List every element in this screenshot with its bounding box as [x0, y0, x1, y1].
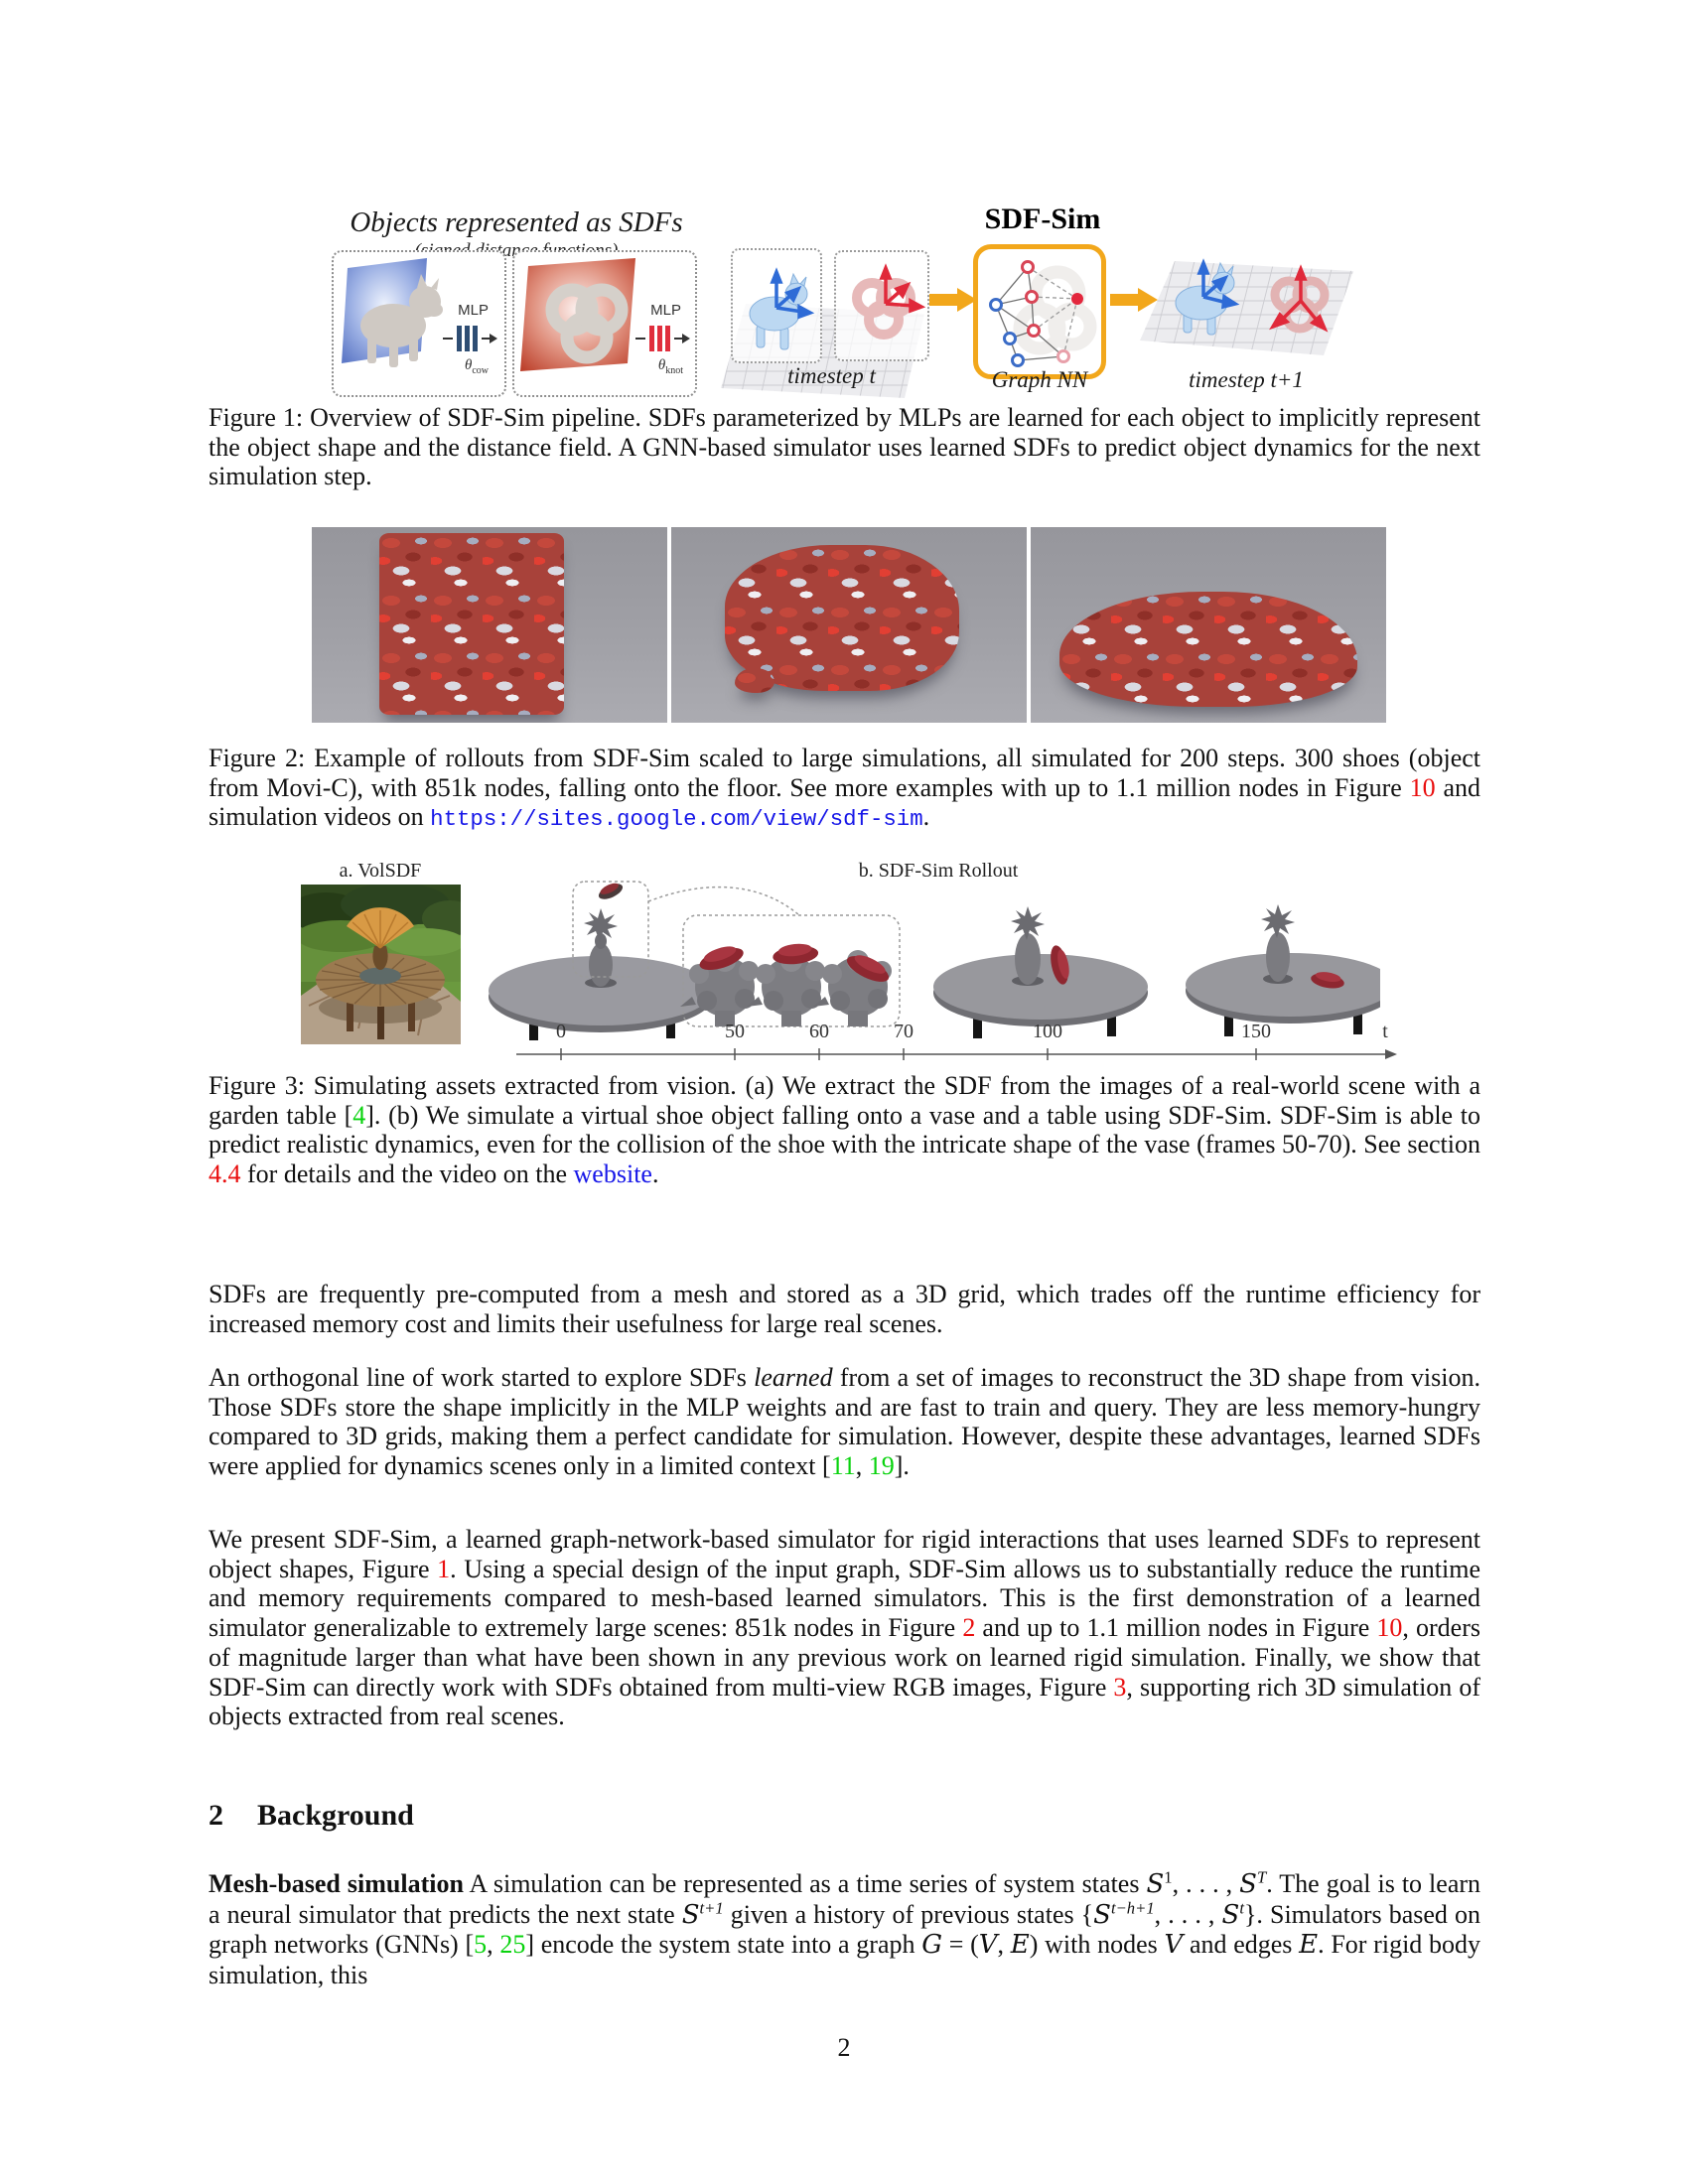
volsdf-photo: [301, 885, 461, 1044]
citation-link[interactable]: 19: [868, 1451, 895, 1481]
text-run: learned: [754, 1363, 833, 1392]
page-number: 2: [837, 2033, 851, 2062]
text-run: , supporting rich 3D simulation of objects extracted from real scenes.: [209, 1672, 1481, 1731]
citation-link[interactable]: 11: [830, 1451, 856, 1481]
figure1-caption: [209, 403, 1480, 491]
text-run: 1: [1164, 1867, 1173, 1887]
text-run: G: [921, 1930, 942, 1961]
knot-sdf-panel: [512, 250, 697, 397]
text-run: Figure 3: Simulating assets extracted from vision. (a) We extract the SDF from the images of a real-world scene with a garden table [: [209, 1071, 1480, 1130]
cow-with-axes: [733, 250, 820, 361]
text-run: }. Simulators based on graph networks (GNNs) [: [209, 1899, 1480, 1960]
text-run: SDFs are frequently pre-computed from a mesh and stored as a 3D grid, which trades off the runtime efficiency for increased memory cost and limits their usefulness for large real scenes.: [209, 1280, 1480, 1338]
section-title: Background: [257, 1799, 414, 1832]
text-run: , orders of magnitude larger than what have been shown in any previous work on learned rigid simulation. Finally, we show that SDF-Sim can directly work with SDFs obtained from multi-view RGB images, Figure: [209, 1613, 1480, 1702]
text-run: , . . . ,: [1154, 1899, 1222, 1929]
url-link[interactable]: https://sites.google.com/view/sdf-sim: [430, 806, 923, 833]
figure3b-label: b. SDF-Sim Rollout: [858, 860, 1019, 882]
timeline-tick: 50: [725, 1021, 745, 1042]
text-run: . The goal is to learn a neural simulator that predicts the next state: [209, 1869, 1481, 1929]
text-run: We present SDF-Sim, a learned graph-network-based simulator for rigid interactions that uses learned SDFs to represent object shapes, Figure: [209, 1525, 1480, 1583]
shoe-pile-column: [379, 533, 564, 715]
theta-knot-label: $\theta_{knot}$: [657, 357, 683, 376]
timestep-t1-scene: [1140, 241, 1353, 368]
text-run: Mesh-based simulation: [209, 1869, 464, 1898]
figure-ref-link[interactable]: 2: [962, 1613, 976, 1643]
rollout-frame-2: [671, 527, 1027, 723]
knot-object-box: [834, 250, 929, 361]
hyperlink[interactable]: website: [573, 1160, 652, 1189]
text-run: ,: [997, 1930, 1011, 1960]
timestep-t-label: timestep t: [787, 363, 876, 388]
figure-ref-link[interactable]: 10: [1409, 772, 1436, 802]
query-node: [1071, 293, 1083, 305]
flow-arrow-icon: [929, 286, 977, 314]
text-run: An orthogonal line of work started to explore SDFs: [209, 1363, 755, 1392]
timeline-tick: 150: [1241, 1021, 1271, 1042]
text-run: S: [1221, 1899, 1240, 1930]
text-run: t−h+1: [1110, 1898, 1155, 1918]
rollout-timeline: [472, 1021, 1400, 1064]
text-run: t: [1239, 1898, 1244, 1918]
text-run: from a set of images to reconstruct the 3D shape from vision. Those SDFs store the shape implicitly in the MLP weights and are fast to train and query. They are less memory-hungry compared to 3D grids, making them a perfect candidate for simulation. However, despite these advantages, learned SDFs were applied for dynamics scenes only in a limited context [: [209, 1363, 1480, 1481]
text-run: given a history of previous states {: [723, 1899, 1094, 1929]
figure-ref-link[interactable]: 4.4: [209, 1160, 241, 1189]
rollout-zoom-inset: [680, 915, 900, 1026]
timeline-axis: [472, 1046, 1400, 1062]
text-run: V: [978, 1930, 998, 1961]
text-run: V: [1164, 1930, 1184, 1961]
section-number: 2: [209, 1799, 223, 1832]
text-run: , . . . ,: [1172, 1869, 1240, 1898]
text-run: ) with nodes: [1029, 1930, 1165, 1960]
sdf-sim-rollout-scenes: [472, 880, 1380, 1042]
text-run: T: [1256, 1867, 1267, 1887]
single-shoe: [735, 668, 774, 694]
rollout-frame-100: [933, 906, 1148, 1038]
text-run: E: [1299, 1930, 1319, 1961]
graph-nn-label: Graph NN: [991, 367, 1088, 392]
text-run: S: [1146, 1869, 1165, 1899]
text-run: = (: [941, 1930, 979, 1960]
falling-shoe: [596, 880, 625, 902]
theta-cow-label: $\theta_{cow}$: [464, 357, 489, 376]
graph-nn-box: [973, 244, 1106, 379]
text-run: ]. (b) We simulate a virtual shoe object falling onto a vase and a table using SDF-Sim. SDF-Sim is able to predict realistic dynamics, even for the collision of the shoe with the intricate shape of the vase (frames 50-70). See section: [209, 1100, 1480, 1160]
vase-closeup-70: [813, 949, 893, 1026]
figure-ref-link[interactable]: 3: [1113, 1672, 1127, 1702]
figure-1-pipeline: [209, 147, 1480, 403]
text-run: ] encode the system state into a graph: [525, 1930, 922, 1960]
citation-link[interactable]: 25: [499, 1930, 526, 1960]
text-run: S: [1093, 1899, 1111, 1930]
figure-2-rollouts: [312, 527, 1386, 723]
timeline-tick: 70: [894, 1021, 914, 1042]
mlp-icon: [443, 322, 498, 355]
timeline-tick: 100: [1033, 1021, 1062, 1042]
citation-link[interactable]: 5: [474, 1930, 488, 1960]
mlp-icon: [635, 322, 691, 355]
knot-with-axes: [836, 252, 927, 359]
text-run: . For rigid body simulation, this: [209, 1930, 1481, 1990]
sdf-sim-title: SDF-Sim: [984, 203, 1101, 235]
text-run: and simulation videos on: [209, 772, 1480, 832]
text-run: and edges: [1183, 1930, 1300, 1960]
mlp-label: MLP: [650, 302, 681, 319]
text-run: ].: [894, 1451, 910, 1481]
text-run: t+1: [699, 1898, 724, 1918]
cow-object-box: [731, 248, 822, 363]
citation-link[interactable]: 4: [352, 1100, 366, 1130]
text-run: and up to 1.1 million nodes in Figure: [975, 1613, 1377, 1643]
text-run: ,: [855, 1451, 869, 1481]
figure1-left-title: Objects represented as SDFs: [350, 206, 683, 238]
vase-closeup-60: [747, 942, 825, 1026]
paragraph-learned-sdfs: [209, 1363, 1480, 1481]
timeline-tick: 0: [556, 1021, 566, 1042]
figure3a-label: a. VolSDF: [339, 860, 422, 882]
cow-sdf-panel: [332, 250, 506, 397]
figure3-caption: [209, 1071, 1480, 1189]
paragraph-mesh-based-simulation: [209, 1869, 1480, 1990]
text-run: S: [1239, 1869, 1257, 1899]
shoe-pile-settled: [1059, 592, 1358, 707]
figure-ref-link[interactable]: 1: [437, 1554, 451, 1583]
text-run: A simulation can be represented as a time series of system states: [463, 1869, 1147, 1898]
section-heading: [209, 1799, 414, 1833]
text-run: for details and the video on the: [240, 1160, 574, 1189]
paragraph-we-present: [209, 1525, 1480, 1731]
text-run: Figure 1: Overview of SDF-Sim pipeline. SDFs parameterized by MLPs are learned for each object to implicitly represent the object shape and the distance field. A GNN-based simulator uses learned SDFs to predict object dynamics for the next simulation step.: [209, 403, 1480, 491]
rollout-frame-3: [1031, 527, 1386, 723]
figure-ref-link[interactable]: 10: [1376, 1613, 1403, 1643]
text-run: .: [651, 1160, 659, 1189]
text-run: .: [922, 802, 930, 832]
paragraph-sdf-grids: [209, 1280, 1480, 1338]
rollout-frame-150: [1186, 904, 1380, 1036]
timeline-tick: 60: [809, 1021, 829, 1042]
graph-nn-illustration: [978, 249, 1101, 374]
timeline-axis-label: t: [1382, 1021, 1388, 1042]
text-run: E: [1010, 1930, 1030, 1961]
timestep-t1-label: timestep t+1: [1189, 367, 1304, 392]
rollout-frame-0: [489, 880, 713, 1040]
rollout-frame-1: [312, 527, 667, 723]
figure1-left-subtitle: distance: [475, 240, 538, 261]
mlp-label: MLP: [458, 302, 489, 319]
figure2-caption: [209, 744, 1480, 835]
text-run: S: [681, 1899, 700, 1930]
text-run: . Using a special design of the input graph, SDF-Sim allows us to substantially reduce the runtime and memory requirements compared to mesh-based learned simulators. This is the first demonstration of a learned simulator generalizable to extremely large scenes: 851k nodes in Figure: [209, 1554, 1481, 1643]
text-run: ,: [487, 1930, 500, 1960]
timestep-t1-illustration: [1140, 241, 1353, 368]
text-run: Figure 2: Example of rollouts from SDF-Sim scaled to large simulations, all simulated for 200 steps. 300 shoes (object from Movi-C), with 851k nodes, falling onto the floor. See more examples with up to 1.1 million nodes in Figure: [209, 744, 1480, 802]
